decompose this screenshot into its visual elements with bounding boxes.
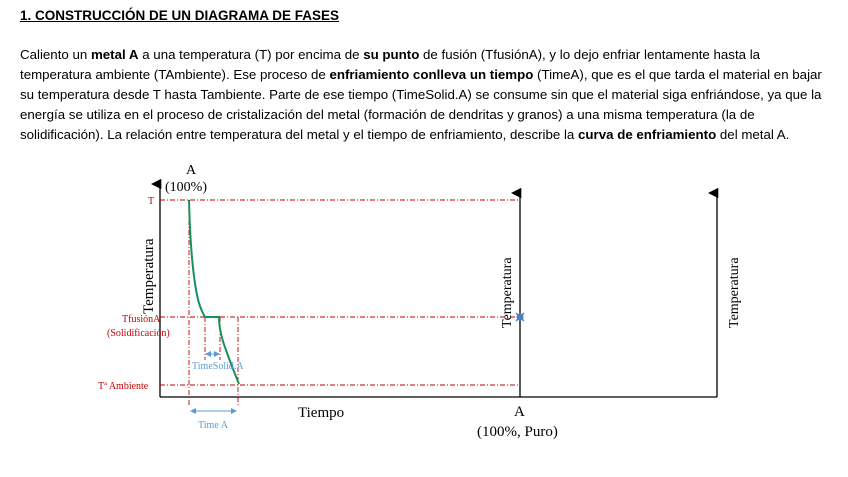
bold-run: enfriamiento conlleva un tiempo [329,67,534,82]
solidification-label: (Solidificación) [107,328,170,339]
tambient-label: Tª Ambiente [98,381,149,392]
cooling-curve [189,200,239,384]
fusion-point-marker [516,313,524,321]
top-label-percent: (100%) [165,180,207,195]
bold-run: curva de enfriamiento [578,127,717,142]
bottom-label-puro: (100%, Puro) [477,424,558,440]
text-run: (TimeA), que es el que tarda el material en bajar su temperatura desde T hasta Tambiente. Parte de ese tiempo (TimeSolid.A) se consume sin que el material siga enfriándose, ya que la energía se utiliza en el proceso de cristalización del metal (formación de dendritas y granos) a una misma temperatura (la de solidificación). La relación entre temperatura del metal y el tiempo de enfriamiento, describe la [20,67,822,142]
bold-run: metal A [90,47,139,62]
bottom-label-a: A [514,404,525,420]
top-label-a: A [186,163,197,178]
right-axis-label: Temperatura [727,257,742,328]
text-run: a una temperatura (T) por encima de [138,47,364,62]
x-axis-label: Tiempo [298,405,345,421]
tfusion-label: TfusiónA [122,314,161,325]
text-run: Caliento un [20,47,91,62]
mid-axis-label: Temperatura [500,257,515,328]
bold-run: su punto [363,47,420,62]
timesolid-label: TimeSolid.A [192,361,244,372]
text-run: de fusión (TfusiónA), y lo dejo enfriar lentamente hasta la temperatura ambiente (TAmbiente). Ese proceso de [20,47,761,82]
t-label: T [148,196,155,207]
time-a-label: Time A [198,420,228,431]
text-run: del metal A. [716,127,790,142]
y-axis-label: Temperatura [141,238,157,314]
section-heading: 1. CONSTRUCCIÓN DE UN DIAGRAMA DE FASES [20,8,340,23]
